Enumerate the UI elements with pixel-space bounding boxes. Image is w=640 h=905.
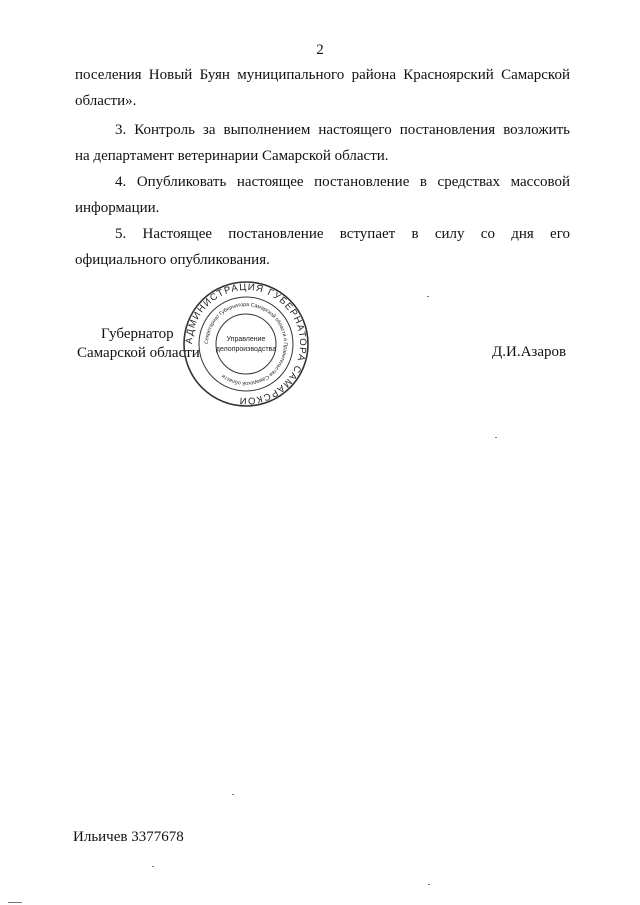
seal-center-line: делопроизводства (215, 346, 277, 353)
paragraph-line: 4. Опубликовать настоящее постановление в средствах массовой (115, 174, 570, 190)
scan-speck (495, 437, 497, 438)
signatory-title-line: Губернатор (101, 326, 174, 342)
signatory-title-line: Самарской области (77, 345, 200, 361)
scan-speck (427, 296, 429, 297)
seal-center-line: Управление (226, 336, 266, 343)
paragraph-line: 5. Настоящее постановление вступает в силу со дня его (115, 226, 570, 242)
paragraph-line: на департамент ветеринарии Самарской области. (75, 148, 389, 164)
seal-inner-text: Секретариат Губернатора Самарской области и Правительства Самарской области (203, 301, 289, 387)
signatory-name: Д.И.Азаров (492, 344, 567, 360)
paragraph-settlement (75, 62, 570, 114)
paragraph-item-5 (75, 221, 570, 273)
scan-speck (232, 794, 234, 795)
seal-graphic (182, 280, 310, 408)
paragraph-line: области». (75, 93, 137, 109)
paragraph-item-3 (75, 117, 570, 169)
paragraph-item-4 (75, 169, 570, 221)
scan-speck (8, 902, 22, 903)
official-seal (182, 280, 310, 408)
scan-speck (428, 884, 430, 885)
seal-outer-text: АДМИНИСТРАЦИЯ ГУБЕРНАТОРА САМАРСКОЙ (183, 281, 309, 407)
paragraph-line: 3. Контроль за выполнением настоящего постановления возложить (115, 122, 570, 138)
paragraph-line: официального опубликования. (75, 252, 270, 268)
paragraph-line: информации. (75, 200, 160, 216)
executor-info: Ильичев 3377678 (73, 829, 184, 845)
page-number: 2 (316, 42, 324, 58)
scan-speck (152, 866, 154, 867)
paragraph-line: поселения Новый Буян муниципального района Красноярский Самарской (75, 67, 570, 83)
